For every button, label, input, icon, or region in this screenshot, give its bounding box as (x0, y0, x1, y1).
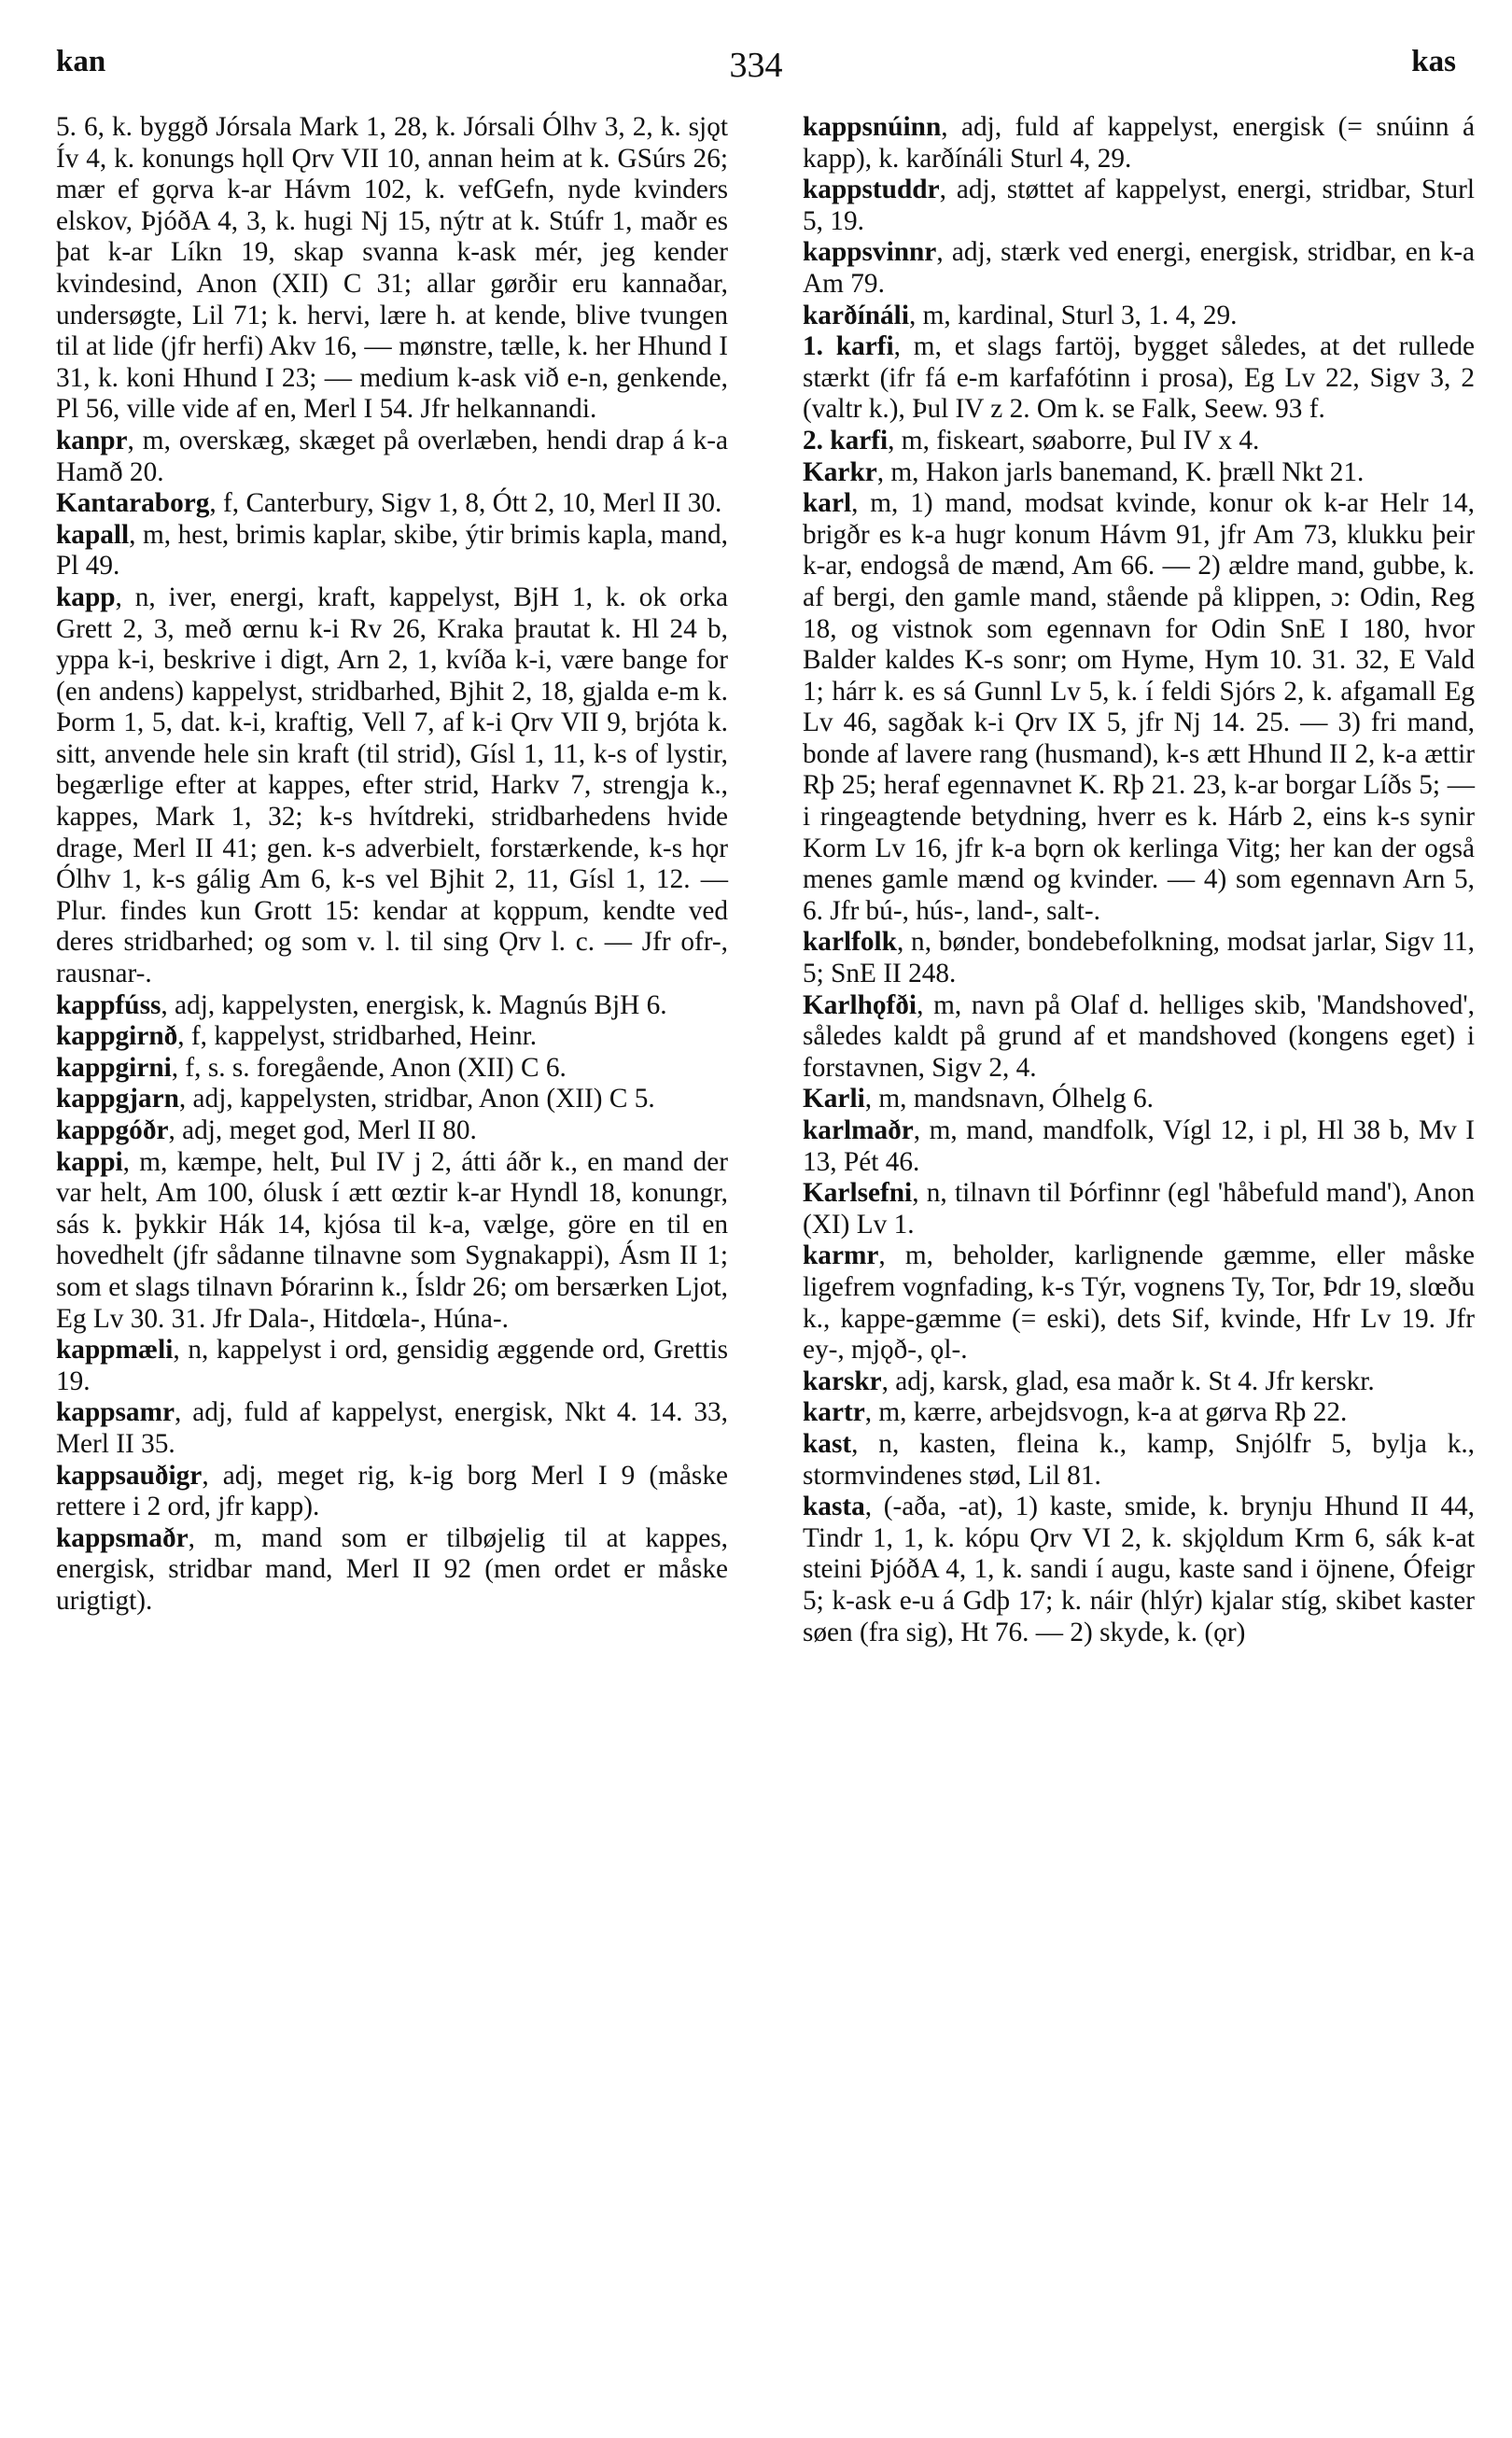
entry-headword: kappgirnð (56, 1021, 178, 1052)
entry-headword: Kantaraborg (56, 488, 210, 519)
dictionary-entry (803, 927, 1475, 989)
dictionary-entry (56, 1147, 728, 1336)
entry-body: , m, kæmpe, helt, Þul IV j 2, átti áðr k., en mand der var helt, Am 100, ólusk í ætt œztir k-ar Hyndl 18, konungr, sás k. þykkir Hák 14, kjósa til k-a, vælge, göre en til en hovedhelt (jfr sådanne tilnavne som Sygnakappi), Ásm II 1; som et slags tilnavn Þórarinn k., Ísldr 26; om bersærken Ljot, Eg Lv 30. 31. Jfr Dala-, Hitdœla-, Húna-. (56, 1146, 728, 1334)
dictionary-entry (803, 301, 1475, 332)
entry-headword: karskr (803, 1366, 882, 1396)
entry-body: , m, fiskeart, søaborre, Þul IV x 4. (888, 425, 1260, 455)
entry-body: , m, et slags fartöj, bygget således, at det rullede stærkt (ifr fá e-m karfafótinn i prosa), Eg Lv 22, Sigv 3, 2 (valtr k.), Þul IV z 2. Om k. se Falk, Seew. 93 f. (803, 331, 1476, 425)
entry-body: , f, s. s. foregående, Anon (XII) C 6. (171, 1052, 567, 1083)
header-left-guideword: kan (56, 45, 106, 78)
entry-body: , adj, karsk, glad, esa maðr k. St 4. Jfr kerskr. (881, 1366, 1375, 1396)
entry-body: , m, mand som er tilbøjelig til at kappes, energisk, stridbar mand, Merl II 92 (men ordet er måske urigtigt). (56, 1522, 728, 1616)
dictionary-entry (56, 1397, 728, 1460)
dictionary-entry (56, 1084, 728, 1115)
entry-headword: kappmæli (56, 1335, 174, 1366)
entry-body: , adj, meget rig, k-ig borg Merl I 9 (måske rettere i 2 ord, jfr kapp). (56, 1460, 728, 1522)
dictionary-entry (56, 1523, 728, 1618)
entry-body: , n, tilnavn til Þórfinnr (egl 'håbefuld mand'), Anon (XI) Lv 1. (803, 1178, 1475, 1240)
dictionary-entry (56, 1021, 728, 1053)
dictionary-entry (803, 1240, 1475, 1366)
entry-body: , adj, stærk ved energi, energisk, stridbar, en k-a Am 79. (803, 237, 1475, 299)
dictionary-entry (56, 582, 728, 990)
entry-headword: kanpr (56, 425, 128, 455)
dictionary-entry (803, 112, 1475, 175)
entry-body: , adj, kappelysten, energisk, k. Magnús BjH 6. (161, 989, 667, 1020)
entry-headword: Karlhǫfði (803, 989, 917, 1020)
entry-headword: kappsnúinn (803, 112, 942, 142)
dictionary-entry (56, 520, 728, 582)
entry-headword: 1. karfi (803, 331, 894, 362)
entry-body: , m, 1) mand, modsat kvinde, konur ok k-ar Helr 14, brigðr es k-a hugr konum Hávm 91, jfr Am 73, klukku þeir k-ar, endogså de mænd, Am 66. — 2) ældre mand, gubbe, k. af bergi, den gamle mand, stående på klippen, ɔ: Odin, Reg 18, og vistnok som egennavn for Odin SnE I 180, hvor Balder kaldes K-s sonr; om Hyme, Hym 10. 31. 32, E Vald 1; hárr k. es sá Gunnl Lv 5, k. í feldi Sjórs 2, k. afgamall Eg Lv 46, sagðak k-i Ǫrv IX 5, jfr Nj 14. 25. — 3) fri mand, bonde af lavere rang (husmand), k-s ætt Hhund II 2, k-a ættir Rþ 25; heraf egennavnet K. Rþ 21. 23, k-ar borgar Líðs 5; — i ringeagtende betydning, hverr es k. Hárb 2, eins k-s synir Korm Lv 16, jfr k-a bǫrn ok kerlinga Vitg; her kan der også menes gamle mænd og kvinder. — 4) som egennavn Arn 5, 6. Jfr bú-, hús-, land-, salt-. (803, 488, 1475, 926)
dictionary-entry (56, 1335, 728, 1397)
entry-headword: karlfolk (803, 927, 897, 958)
entry-headword: kappgirni (56, 1052, 172, 1083)
entry-body: , f, Canterbury, Sigv 1, 8, Ótt 2, 10, Merl II 30. (209, 488, 722, 519)
dictionary-entry: 5. 6, k. byggð Jórsala Mark 1, 28, k. Jórsali Ólhv 3, 2, k. sjǫt Ív 4, k. konungs hǫll Ǫrv VII 10, annan heim at k. GSúrs 26; mær ef gǫrva k-ar Hávm 102, k. vefGefn, nyde kvinders elskov, ÞjóðA 4, 3, k. hugi Nj 15, nýtr at k. Stúfr 1, maðr es þat k-ar Líkn 19, skap svanna k-ask mér, jeg kender kvindesind, Anon (XII) C 31; allar gørðir eru kannaðar, undersøgte, Lil 71; k. hervi, lære h. at kende, blive tvungen til at lide (jfr herfi) Akv 16, — mønstre, tælle, k. her Hhund I 31, k. koni Hhund I 23; — medium k-ask við e-n, genkende, Pl 56, ville vide af en, Merl I 54. Jfr helkannandi. (56, 112, 728, 425)
entry-body: , adj, meget god, Merl II 80. (168, 1115, 477, 1145)
entry-headword: Karli (803, 1084, 865, 1114)
entry-body: , adj, kappelysten, stridbar, Anon (XII) C 5. (178, 1084, 655, 1114)
dictionary-entry (803, 237, 1475, 300)
entry-body: , m, kærre, arbejdsvogn, k-a at gørva Rþ 22. (864, 1397, 1348, 1428)
header-right-guideword: kas (1411, 45, 1456, 78)
left-column (56, 112, 728, 1618)
dictionary-entry (56, 1115, 728, 1147)
dictionary-entry (803, 331, 1475, 426)
entry-body: , n, kasten, fleina k., kamp, Snjólfr 5, bylja k., stormvindenes stød, Lil 81. (803, 1428, 1475, 1491)
entry-headword: karl (803, 488, 852, 519)
right-column (803, 112, 1475, 1648)
entry-body: , m, beholder, karlignende gæmme, eller måske ligefrem vognfading, k-s Týr, vognens Ty, Tor, Þdr 19, slœðu k., kappe-gæmme (= eski), dets Sif, kvinde, Hfr Lv 19. Jfr ey-, mjǫð-, ǫl-. (803, 1240, 1475, 1366)
entry-headword: kartr (803, 1397, 865, 1428)
dictionary-entry (803, 1084, 1475, 1115)
entry-body: , n, kappelyst i ord, gensidig æggende ord, Grettis 19. (56, 1335, 728, 1396)
entry-headword: Karkr (803, 456, 877, 487)
entry-headword: kappstuddr (803, 175, 940, 205)
entry-headword: kappfúss (56, 989, 161, 1020)
entry-body: , n, bønder, bondebefolkning, modsat jarlar, Sigv 11, 5; SnE II 248. (803, 927, 1475, 989)
page-number: 334 (729, 46, 783, 85)
entry-headword: kappgjarn (56, 1084, 179, 1114)
dictionary-entry (56, 1461, 728, 1523)
entry-body: , adj, støttet af kappelyst, energi, stridbar, Sturl 5, 19. (803, 175, 1475, 236)
entry-body: , adj, fuld af kappelyst, energisk (= snúinn á kapp), k. karðínáli Sturl 4, 29. (803, 112, 1475, 174)
page-header (56, 45, 1456, 91)
entry-headword: kappsvinnr (803, 237, 937, 268)
entry-headword: kappsauðigr (56, 1460, 203, 1491)
entry-headword: Karlsefni (803, 1178, 913, 1209)
entry-headword: karmr (803, 1240, 879, 1271)
dictionary-entry (803, 1115, 1475, 1178)
entry-body: , m, mand, mandfolk, Vígl 12, i pl, Hl 38 b, Mv I 13, Pét 46. (803, 1115, 1475, 1177)
dictionary-entry (803, 457, 1475, 489)
entry-body: , m, mandsnavn, Ólhelg 6. (864, 1084, 1154, 1114)
entry-body: , adj, fuld af kappelyst, energisk, Nkt 4. 14. 33, Merl II 35. (56, 1397, 728, 1459)
dictionary-entry (56, 488, 728, 520)
entry-headword: kappi (56, 1146, 123, 1177)
dictionary-entry (803, 488, 1475, 927)
dictionary-entry (56, 990, 728, 1022)
entry-headword: kasta (803, 1492, 865, 1522)
entry-body: , m, navn på Olaf d. helliges skib, 'Mandshoved', således kaldt på grund af et mandshoved (kongens eget) i forstavnen, Sigv 2, 4. (803, 989, 1475, 1083)
entry-headword: kapall (56, 519, 130, 550)
entry-body: , m, overskæg, skæget på overlæben, hendi drap á k-a Hamð 20. (56, 425, 728, 487)
entry-body: , m, kardinal, Sturl 3, 1. 4, 29. (908, 300, 1238, 330)
entry-body: , n, iver, energi, kraft, kappelyst, BjH 1, k. ok orka Grett 2, 3, með œrnu k-i Rv 26, Kraka þrautat k. Hl 24 b, yppa k-i, beskrive i digt, Arn 2, 1, kvíða k-i, være bange for (en andens) kappelyst, stridbarhed, Bjhit 2, 18, gjalda e-m k. Þorm 1, 5, dat. k-i, kraftig, Vell 7, af k-i Ǫrv VII 9, brjóta k. sitt, anvende hele sin kraft (til strid), Gísl 1, 11, k-s of lystir, begærlige efter at kappes, efter strid, Harkv 7, strengja k., kappes, Mark 1, 32; k-s hvítdreki, stridbarhedens hvide drage, Merl II 41; gen. k-s adverbielt, forstærkende, k-s hǫr Ólhv 1, k-s gálig Am 6, k-s vel Bjhit 2, 11, Gísl 1, 12. — Plur. findes kun Grott 15: kendar at kǫppum, kendte ved deres stridbarhed; og som v. l. til sing Ǫrv l. c. — Jfr ofr-, rausnar-. (56, 581, 728, 989)
entry-headword: kappsmaðr (56, 1522, 189, 1553)
entry-body: , m, hest, brimis kaplar, skibe, ýtir brimis kapla, mand, Pl 49. (56, 519, 728, 581)
dictionary-entry (803, 1178, 1475, 1240)
entry-headword: 2. karfi (803, 425, 889, 455)
dictionary-entry (56, 426, 728, 488)
entry-body: , (-aða, -at), 1) kaste, smide, k. brynju Hhund II 44, Tindr 1, 1, k. kópu Ǫrv VI 2, k. skjǫldum Krm 6, sák k-at steini ÞjóðA 4, 1, k. sandi í augu, kaste sand i öjnene, Ófeigr 5; k-ask e-u á Gdþ 17; k. náir (hlýr) kjalar stíg, skibet kaster søen (fra sig), Ht 76. — 2) skyde, k. (ǫr) (803, 1492, 1475, 1647)
dictionary-entry (56, 1053, 728, 1085)
entry-body: , m, Hakon jarls banemand, K. þræll Nkt 21. (876, 456, 1365, 487)
dictionary-entry (803, 426, 1475, 457)
dictionary-entry (803, 175, 1475, 237)
dictionary-entry (803, 1492, 1475, 1648)
dictionary-entry (803, 990, 1475, 1085)
entry-headword: karðínáli (803, 300, 909, 330)
entry-headword: kast (803, 1428, 852, 1459)
dictionary-entry (803, 1397, 1475, 1429)
entry-body: , f, kappelyst, stridbarhed, Heinr. (177, 1021, 538, 1052)
entry-headword: kappsamr (56, 1397, 175, 1428)
entry-headword: karlmaðr (803, 1115, 914, 1145)
entry-headword: kapp (56, 581, 116, 612)
dictionary-entry (803, 1366, 1475, 1398)
dictionary-entry (803, 1429, 1475, 1492)
entry-headword: kappgóðr (56, 1115, 169, 1145)
